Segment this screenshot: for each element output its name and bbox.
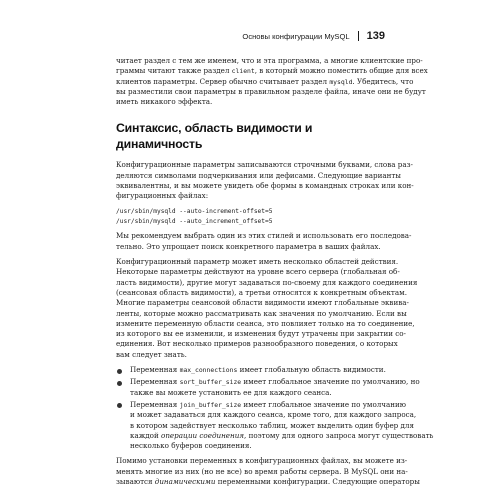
text-run: каждой xyxy=(130,430,162,440)
text-run: Переменная xyxy=(130,377,180,387)
italic-term: операции соединения xyxy=(161,430,245,440)
text-line: деляются символами подчеркивания или дефисами. Следующие варианты xyxy=(116,170,401,180)
text-run: клиентов параметры. Сервер обычно считывает раздел xyxy=(116,76,330,86)
text-line: вы разместили свои параметры в правильном разделе файла, иначе они не будут xyxy=(116,86,426,96)
text-line: Многие параметры сеансовой области видимости имеют глобальные эквива- xyxy=(116,298,409,308)
text-line: и может задаваться для каждого сеанса, кроме того, для каждого запроса, xyxy=(130,410,417,420)
text-run: зываются xyxy=(116,477,155,487)
list-item xyxy=(116,399,434,451)
text-line xyxy=(116,76,414,87)
text-run: имеет глобальное значение по умолчанию xyxy=(241,399,407,409)
text-line: фигурационных файлах: xyxy=(116,191,209,201)
text-line: вам следует знать. xyxy=(116,349,187,359)
bullet-list xyxy=(116,365,434,451)
text-line: менять многие из них (но не все) во время работы сервера. В MySQL они на- xyxy=(116,466,408,476)
text-line xyxy=(130,430,434,441)
paragraph-dynamic xyxy=(116,456,420,487)
text-line: в котором задействует несколько таблиц, может выделить один буфер для xyxy=(130,420,414,430)
running-header-title: Основы конфигурации MySQL xyxy=(242,31,350,41)
section-heading: Синтаксис, область видимости и динамичность xyxy=(116,121,313,152)
bullet-icon xyxy=(117,369,122,374)
text-run: переменными конфигурации. Следующие операторы xyxy=(215,477,420,487)
text-line: (сеансовая область видимости), а третьи относятся к конкретным объектам. xyxy=(116,287,407,297)
text-line: ленты, которые можно рассматривать как значения по умолчанию. Если вы xyxy=(116,308,407,318)
text-line: из которого вы ее изменили, и изменения будут утрачены при закрытии со- xyxy=(116,329,406,339)
text-run: имеет глобальное значение по умолчанию, но xyxy=(241,377,420,387)
page-number: 139 xyxy=(366,30,385,42)
paragraph-scope xyxy=(116,257,418,360)
text-run: . Убедитесь, что xyxy=(352,76,414,86)
text-line: Конфигурационные параметры записываются строчными буквами, слова раз- xyxy=(116,160,413,170)
italic-term: динамическими xyxy=(154,477,216,487)
text-run: , поэтому для одного запроса могут существовать xyxy=(244,430,434,440)
paragraph-syntax xyxy=(116,160,414,201)
inline-code: mysqld xyxy=(329,77,353,86)
text-line: также вы можете установить ее для каждого сеанса. xyxy=(130,387,332,397)
text-line xyxy=(130,377,420,387)
running-header xyxy=(242,30,385,42)
bullet-icon xyxy=(117,403,122,408)
code-line: /usr/sbin/mysqld --auto_increment_offset=5 xyxy=(116,218,273,226)
inline-code: client xyxy=(231,67,255,76)
text-run: Переменная xyxy=(130,399,180,409)
header-divider xyxy=(358,31,359,41)
page-body xyxy=(116,56,434,492)
text-line: Конфигурационный параметр может иметь несколько областей действия. xyxy=(116,257,399,267)
paragraph-recommendation xyxy=(116,231,412,252)
text-line xyxy=(130,365,386,375)
text-line: несколько буферов соединения. xyxy=(130,441,252,451)
text-line xyxy=(116,66,428,76)
list-item xyxy=(116,365,386,375)
inline-code: sort_buffer_size xyxy=(179,378,242,387)
text-run: имеет глобальную область видимости. xyxy=(237,365,386,375)
text-run: , в который можно поместить общие для всех xyxy=(254,66,428,76)
inline-code: join_buffer_size xyxy=(179,400,242,409)
inline-code: max_connections xyxy=(179,366,238,375)
text-line: тельно. Это упрощает поиск конкретного параметра в ваших файлах. xyxy=(116,241,381,251)
text-line xyxy=(130,399,407,410)
text-run: Переменная xyxy=(130,365,180,375)
text-line: Мы рекомендуем выбрать один из этих стилей и использовать его последова- xyxy=(116,231,412,241)
text-line: ласть видимости), другие могут задаваться по-своему для каждого соединения xyxy=(116,277,418,287)
text-line: единения. Вот несколько примеров разнообразного поведения, о которых xyxy=(116,339,398,349)
paragraph-intro xyxy=(116,56,428,107)
code-line: /usr/sbin/mysqld --auto-increment-offset=5 xyxy=(116,207,273,215)
bullet-icon xyxy=(117,381,122,386)
text-line: Некоторые параметры действуют на уровне всего сервера (глобальная об- xyxy=(116,267,400,277)
text-line: эквивалентны, и вы можете увидеть обе формы в командных строках или кон- xyxy=(116,181,414,191)
text-run: граммы читают также раздел xyxy=(116,66,232,76)
code-block xyxy=(116,207,386,228)
list-item xyxy=(116,377,420,398)
text-line: Помимо установки переменных в конфигурационных файлах, вы можете из- xyxy=(116,456,408,466)
text-line xyxy=(116,477,420,487)
text-line: измените переменную области сеанса, это повлияет только на то соединение, xyxy=(116,318,415,328)
text-line: иметь никакого эффекта. xyxy=(116,97,213,107)
text-line: читает раздел с тем же именем, что и эта программа, а многие клиентские про- xyxy=(116,56,423,65)
